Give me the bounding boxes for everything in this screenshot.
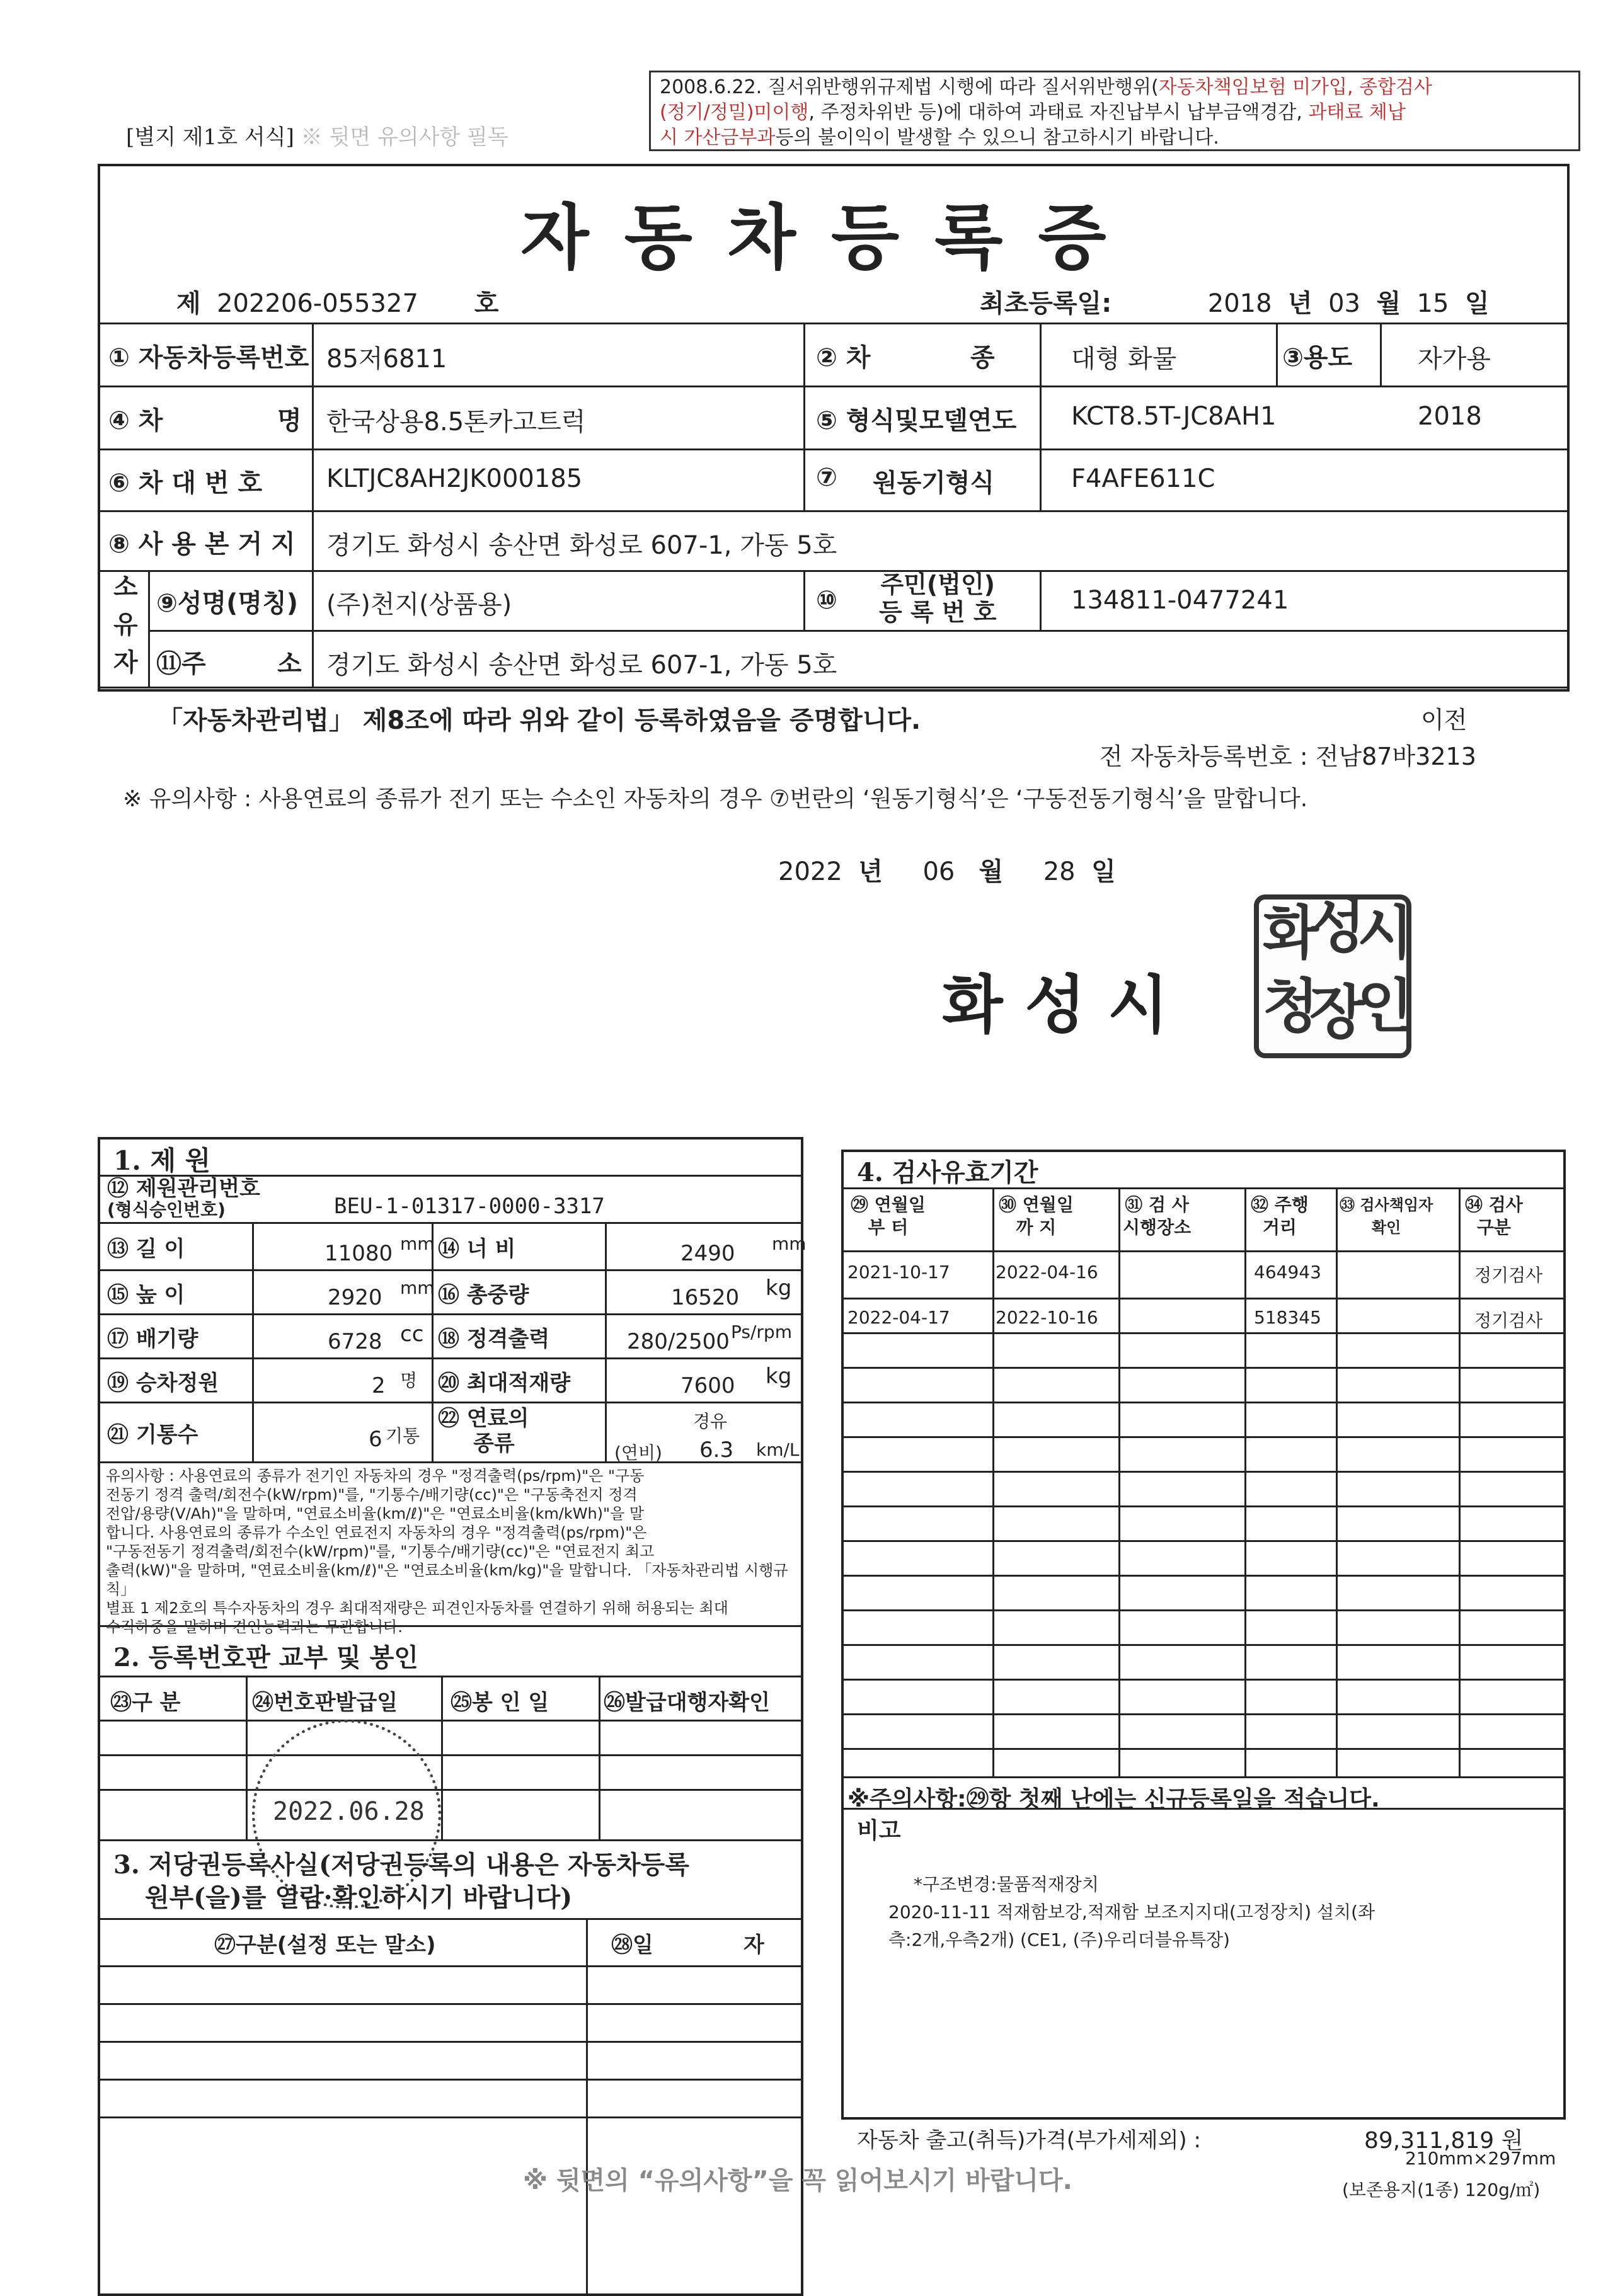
label-owner-address-b: 소 [277,649,302,678]
label-rated-power: ⑱ 정격출력 [438,1327,550,1352]
label-fuel-efficiency: (연비) [614,1442,662,1463]
label-vehicle-type: ② 차 [816,343,871,372]
label-displacement: ⑰ 배기량 [107,1327,198,1352]
value-spec-mgmt: BEU-1-01317-0000-3317 [334,1194,605,1219]
label-width: ⑭ 너 비 [438,1237,516,1262]
price-value: 89,311,819 원 [1364,2128,1524,2154]
value-owner-id: 134811-0477241 [1071,586,1289,615]
value-reg-number: 85저6811 [326,345,447,374]
unit-displacement: cc [400,1322,424,1347]
spec-heading: 1. 제 원 [113,1145,211,1176]
insp-col-distance: ㉜ 주행 거리 [1251,1194,1309,1238]
lien-heading: 3. 저당권등록사실(저당권등록의 내용은 자동차등록 원부(을)를 열람·확인하시기 바랍니다) [113,1850,689,1912]
value-base-location: 경기도 화성시 송산면 화성로 607-1, 가동 5호 [326,531,837,560]
value-vehicle-type: 대형 화물 [1071,345,1177,374]
label-seating: ⑲ 승차정원 [107,1371,219,1396]
value-owner-name: (주)천지(상품용) [326,590,512,619]
value-vin: KLTJC8AH2JK000185 [326,464,583,493]
insp-row-1-km: 464943 [1254,1262,1321,1282]
label-cylinders: ㉑ 기통수 [107,1422,198,1448]
unit-rated-power: Ps/rpm [731,1322,792,1342]
unit-length: mm [400,1233,435,1254]
label-usage: ③용도 [1282,343,1353,372]
footer-note: ※ 뒷면의 “유의사항”을 꼭 읽어보시기 바랍니다. [523,2166,1072,2195]
label-height: ⑮ 높 이 [107,1282,185,1308]
unit-width: mm [772,1233,807,1254]
value-engine: F4AFE611C [1071,464,1215,493]
unit-seating: 명 [400,1370,418,1391]
official-seal: 화 성 시 청 장 인 [1254,894,1411,1058]
insp-row-2-from: 2022-04-17 [847,1307,950,1328]
insp-row-2-type: 정기검사 [1474,1310,1543,1331]
value-fuel-efficiency: 6.3 [699,1437,734,1463]
remarks-label: 비고 [857,1818,901,1844]
lien-col-type: ㉗구분(설정 또는 말소) [214,1933,436,1958]
insp-col-inspector: ㉝ 검사책임자 확인 [1340,1196,1433,1237]
label-owner-id-num: ⑩ [816,586,837,615]
page-title: 자동차등록증 [520,197,1142,279]
label-owner-id: 주민(법인) 등 록 번 호 [879,571,997,626]
value-displacement: 6728 [328,1329,382,1354]
value-length: 11080 [324,1241,393,1266]
insp-row-1-type: 정기검사 [1474,1265,1543,1286]
certify-text: 「자동차관리법」 제8조에 따라 위와 같이 등록하였음을 증명합니다. [158,706,921,735]
value-max-load: 7600 [681,1373,735,1398]
value-cylinders: 6 [369,1427,382,1452]
notice-line-1: 2008.6.22. 질서위반행위규제법 시행에 따라 질서위반행위(자동차책임보험 미가입, 종합검사 [660,76,1432,98]
label-owner-name: ⑨성명(명칭) [156,589,298,618]
label-model: ⑤ 형식및모델연도 [816,406,1017,435]
unit-height: mm [400,1277,435,1298]
value-usage: 자가용 [1418,345,1491,374]
label-vehicle-type-b: 종 [970,343,995,372]
label-fuel: ㉒ 연료의 종류 [438,1406,529,1456]
insp-row-1-from: 2021-10-17 [847,1262,950,1282]
plate-col-seal-date: ㉕봉 인 일 [451,1690,549,1715]
value-model-year: 2018 [1418,402,1482,431]
date-stamp: 2022.06.28 [252,1720,441,1909]
label-length: ⑬ 길 이 [107,1237,185,1262]
value-owner-address: 경기도 화성시 송산면 화성로 607-1, 가동 5호 [326,651,837,680]
label-gross-weight: ⑯ 총중량 [438,1282,529,1308]
value-rated-power: 280/2500 [627,1329,730,1354]
previous-label: 이전 [1421,706,1467,734]
first-registration-date: 최초등록일: 2018 년 03 월 15 일 [980,289,1490,318]
price-label: 자동차 출고(취득)가격(부가세제외) : [857,2128,1201,2153]
value-gross-weight: 16520 [671,1285,740,1310]
spec-box [98,1137,803,2296]
label-max-load: ⑳ 최대적재량 [438,1371,571,1396]
inspection-caution: ※주의사항:㉙항 첫째 난에는 신규등록일을 적습니다. [847,1786,1380,1812]
top-notice [649,71,1580,151]
notice-line-2: (정기/정밀)미이행, 주정차위반 등)에 대하여 과태료 자진납부시 납부금액경감, 과태료 체납 [660,101,1406,123]
insp-col-from: ㉙ 연월일 부 터 [851,1194,926,1238]
insp-col-place: ㉛ 검 사 시행장소 [1123,1194,1192,1238]
label-base-location: ⑧ 사 용 본 거 지 [108,530,296,559]
unit-cylinders: 기통 [386,1425,420,1446]
lien-col-date: ㉘일 [611,1933,653,1958]
value-height: 2920 [328,1285,382,1310]
value-fuel: 경유 [693,1411,728,1432]
plate-heading: 2. 등록번호판 교부 및 봉인 [113,1643,418,1672]
insp-col-type: ㉞ 검사 구분 [1465,1194,1523,1238]
inspection-heading: 4. 검사유효기간 [857,1158,1038,1187]
label-engine-b: 원동기형식 [873,469,995,498]
label-owner-address: ⑪주 [156,649,206,678]
label-vehicle-name: ④ 차 [108,406,163,435]
value-seating: 2 [372,1373,386,1398]
insp-row-2-km: 518345 [1254,1307,1321,1328]
form-tag: [별지 제1호 서식] ※ 뒷면 유의사항 필독 [126,125,508,150]
notice-line-3: 시 가산금부과등의 불이익이 발생할 수 있으니 참고하시기 바랍니다. [660,127,1219,149]
value-vehicle-name: 한국상용8.5톤카고트럭 [326,408,586,437]
issuer-name: 화 성 시 [942,968,1169,1042]
reg-number: 제 202206-055327 호 [176,289,499,318]
inspection-box [841,1150,1566,2120]
remarks-text: *구조변경:물품적재장치 2020-11-11 적재함보강,적재함 보조지지대(고정장치) 설치(좌 측:2개,우측2개) (CE1, (주)우리더블유특장) [888,1874,1375,1950]
insp-row-1-to: 2022-04-16 [996,1262,1098,1282]
label-vin: ⑥ 차 대 번 호 [108,469,263,498]
value-model: KCT8.5T-JC8AH1 [1071,402,1277,431]
label-vehicle-name-b: 명 [277,406,302,435]
lien-col-date-b: 자 [744,1933,764,1958]
owner-side-label: 소 유 자 [113,573,138,677]
plate-col-issue-date: ㉔번호판발급일 [252,1690,398,1715]
unit-max-load: kg [766,1364,792,1389]
previous-reg-number: 전 자동차등록번호 : 전남87바3213 [1100,743,1476,770]
plate-col-type: ㉓구 분 [110,1690,181,1715]
label-engine: ⑦ [816,463,837,492]
spec-caution: 유의사항 : 사용연료의 종류가 전기인 자동차의 경우 "정격출력(ps/rpm)"은 "구동 전동기 정격 출력/회전수(kW/rpm)"를, "기통수/배기량(cc)"은 "구동축전지 정격 전압/용량(V/Ah)"을 말하며, "연료소비율(km/ℓ)"은 "연료소비율(km/kWh)"을 말 합니다. 사용연료의 종류가 수소인 연료전지 자동차의 경우 "정격출력(ps/rpm)"은 "구동전동기 정격출력/회전수(kW/rpm)"를, "기통수/배기량(cc)"은 "연료전지 최고 출력(kW)"을 말하며, "연료소비율(km/ℓ)"은 "연료소비율(km/kg)"을 말합니다. 「자동차관리법 시행규칙」 별표 1 제2호의 특수자동차의 경우 최대적재량은 피견인자동차를 연결하기 위해 허용되는 최대 수직하중을 말하며 견인능력과는 무관합니다. [106,1467,788,1636]
unit-fuel-efficiency: km/L [756,1439,800,1460]
label-reg-number: ① 자동차등록번호 [108,343,309,372]
plate-col-agent: ㉖발급대행자확인 [604,1690,770,1715]
label-spec-mgmt: ⑫ 제원관리번호 (형식승인번호) [107,1176,260,1220]
insp-row-2-to: 2022-10-16 [996,1307,1098,1328]
issue-date: 2022 년 06 월 28 일 [778,857,1116,886]
paper-size: 210mm×297mm [1405,2148,1556,2169]
caution-main: ※ 유의사항 : 사용연료의 종류가 전기 또는 수소인 자동차의 경우 ⑦번란의 ‘원동기형식’은 ‘구동전동기형식’을 말합니다. [123,786,1308,812]
insp-col-to: ㉚ 연월일 까 지 [999,1194,1074,1238]
value-width: 2490 [681,1241,735,1266]
paper-type: (보존용지(1종) 120g/㎡) [1342,2179,1541,2200]
unit-gross-weight: kg [766,1276,792,1301]
